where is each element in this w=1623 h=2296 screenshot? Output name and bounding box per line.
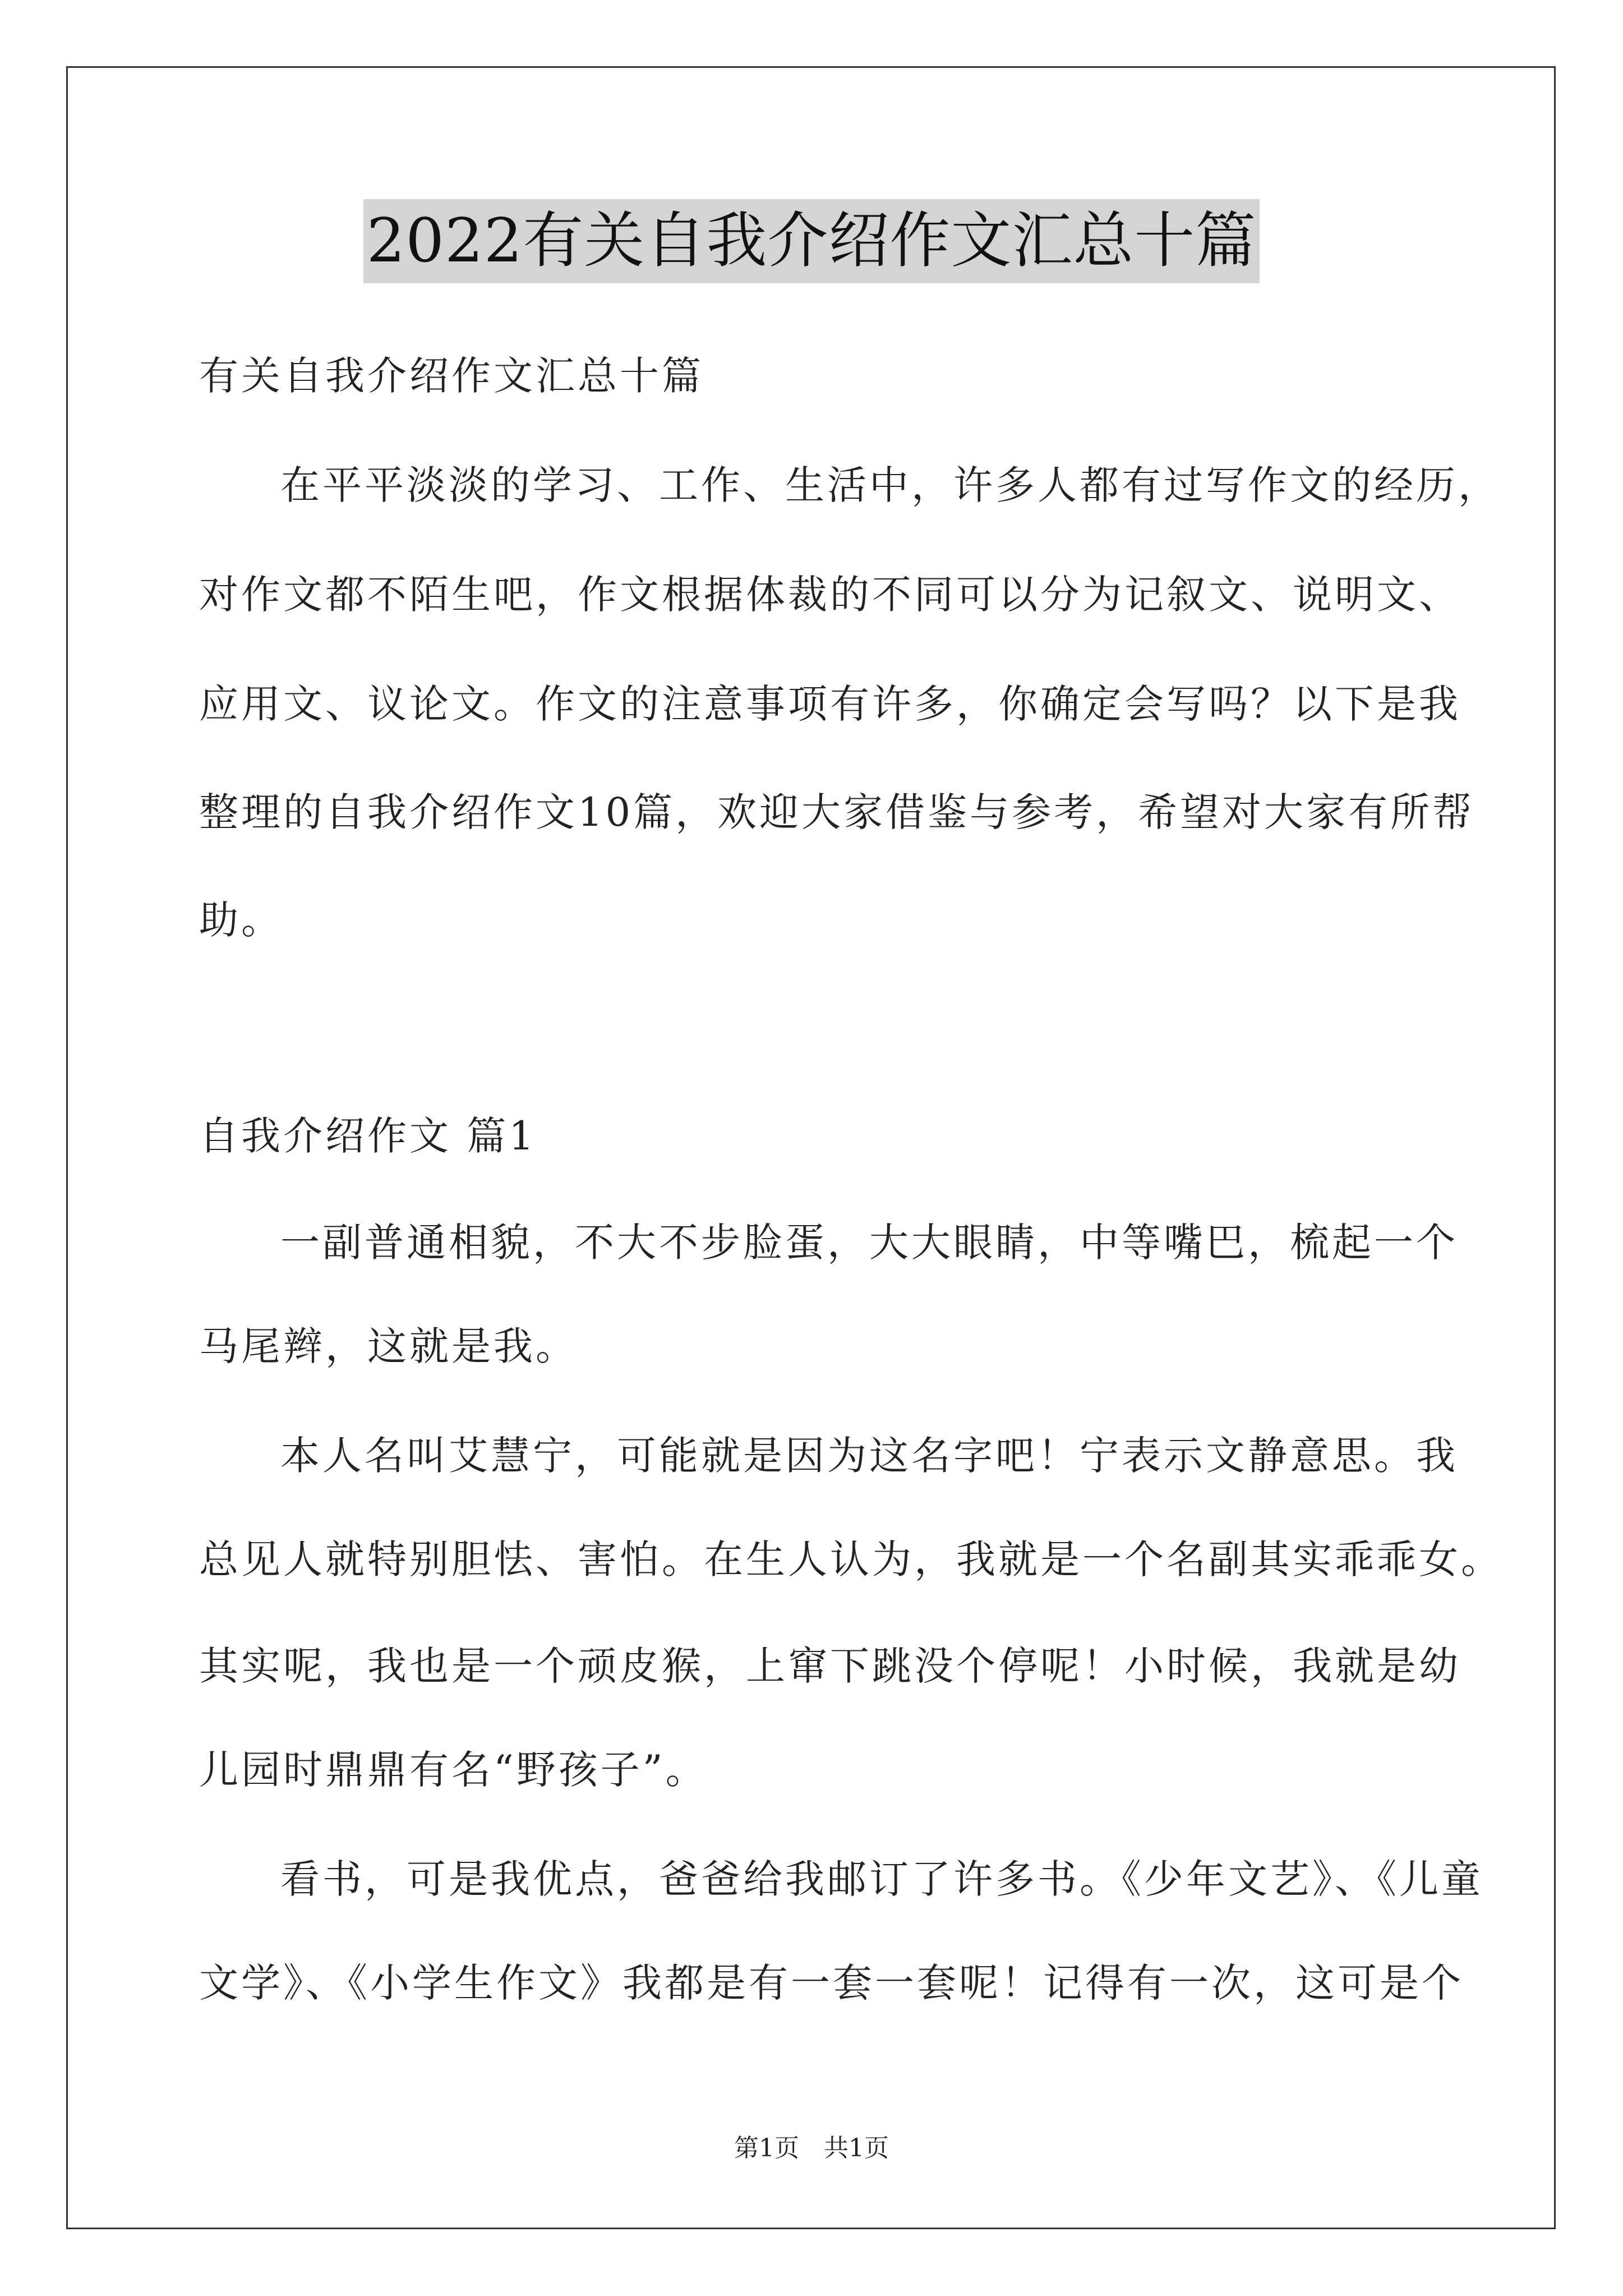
page-footer: 第1页 共1页	[734, 2134, 889, 2162]
intro-line-1: 在平平淡淡的学习、工作、生活中，许多人都有过写作文的经历，	[280, 462, 1500, 508]
section-1-line-2: 马尾辫，这就是我。	[199, 1323, 578, 1369]
intro-line-5: 助。	[199, 897, 283, 943]
document-title: 2022有关自我介绍作文汇总十篇	[363, 199, 1260, 283]
intro-line-2: 对作文都不陌生吧，作文根据体裁的不同可以分为记叙文、说明文、	[199, 572, 1461, 618]
section-1-line-5: 其实呢，我也是一个顽皮猴，上窜下跳没个停呢！小时候，我就是幼	[199, 1643, 1461, 1689]
section-1-heading: 自我介绍作文 篇1	[199, 1113, 537, 1159]
section-1-line-8: 文学》、《小学生作文》我都是有一套一套呢！记得有一次，这可是个	[199, 1960, 1464, 2006]
intro-line-4: 整理的自我介绍作文10篇，欢迎大家借鉴与参考，希望对大家有所帮	[199, 789, 1475, 835]
intro-line-3: 应用文、议论文。作文的注意事项有许多，你确定会写吗？以下是我	[199, 681, 1461, 727]
section-1-line-6: 儿园时鼎鼎有名“野孩子”。	[199, 1747, 708, 1793]
section-1-line-4: 总见人就特别胆怯、害怕。在生人认为，我就是一个名副其实乖乖女。	[199, 1536, 1503, 1582]
section-1-line-7: 看书，可是我优点，爸爸给我邮订了许多书。《少年文艺》、《儿童	[280, 1856, 1483, 1902]
document-subtitle: 有关自我介绍作文汇总十篇	[199, 353, 704, 399]
section-1-line-1: 一副普通相貌，不大不步脸蛋，大大眼睛，中等嘴巴，梳起一个	[280, 1220, 1458, 1266]
section-1-line-3: 本人名叫艾慧宁，可能就是因为这名字吧！宁表示文静意思。我	[280, 1433, 1458, 1479]
title-container	[0, 199, 1623, 283]
